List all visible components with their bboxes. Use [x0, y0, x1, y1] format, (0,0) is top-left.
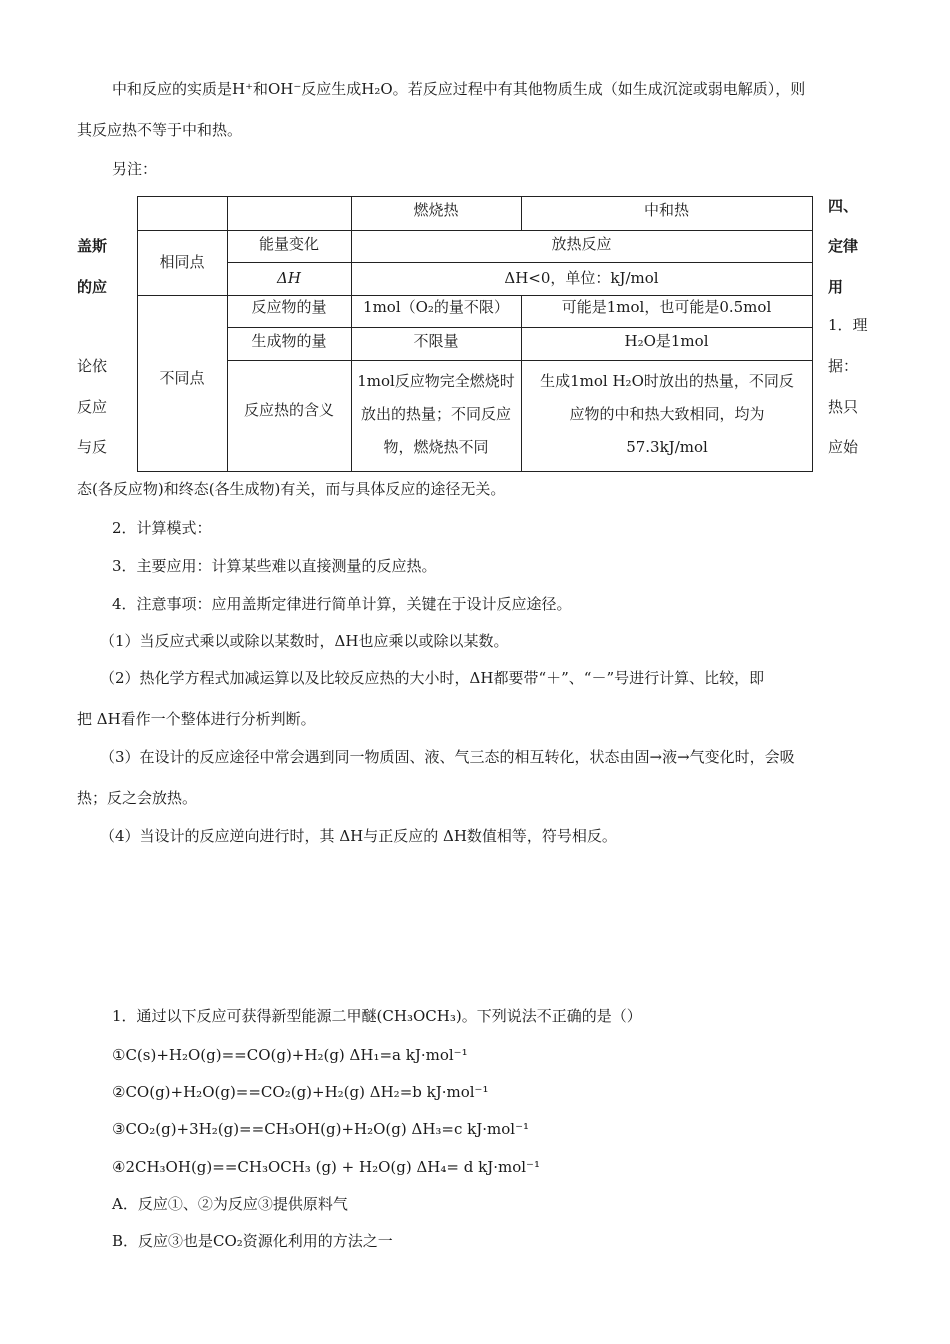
- row-reactant-amount-combustion: 1mol（O₂的量不限）: [363, 297, 509, 316]
- same-points-label: 相同点: [159, 253, 205, 271]
- intro-line-2: 其反应热不等于中和热。: [77, 121, 243, 139]
- note-label: 另注：: [112, 160, 158, 178]
- row-meaning-label: 反应热的含义: [243, 400, 334, 419]
- option-b: B．反应③也是CO₂资源化利用的方法之一: [112, 1232, 393, 1250]
- header-combustion-heat: 燃烧热: [413, 200, 459, 219]
- row-energy-change-label: 能量变化: [258, 234, 319, 253]
- after-table-line: 态(各反应物)和终态(各生成物)有关，而与具体反应的途径无关。: [77, 480, 506, 498]
- subpoint-2-line-2: 把 ΔH看作一个整体进行分析判断。: [77, 710, 316, 728]
- header-neutralization-heat: 中和热: [643, 200, 689, 219]
- intro-line-1: 中和反应的实质是H⁺和OH⁻反应生成H₂O。若反应过程中有其他物质生成（如生成沉淀或弱电解质），则: [112, 80, 806, 98]
- side-right-7: 应始: [828, 438, 859, 456]
- side-right-6: 热只: [828, 398, 859, 416]
- side-right-2: 定律: [828, 237, 859, 255]
- row-delta-h-value: ΔH<0，单位：kJ/mol: [504, 269, 659, 287]
- point-4: 4．注意事项：应用盖斯定律进行简单计算，关键在于设计反应途径。: [112, 595, 572, 613]
- row-product-amount-label: 生成物的量: [251, 331, 327, 350]
- row-delta-h-label: ΔH: [277, 269, 301, 287]
- reaction-4: ④2CH₃OH(g)==CH₃OCH₃ (g) + H₂O(g) ΔH₄= d kJ·mol⁻¹: [112, 1158, 540, 1176]
- diff-points-label: 不同点: [159, 369, 205, 387]
- side-right-4: 1．理: [828, 316, 868, 334]
- reaction-2: ②CO(g)+H₂O(g)==CO₂(g)+H₂(g) ΔH₂=b kJ·mol⁻¹: [112, 1083, 489, 1101]
- row-meaning-combustion: 1mol反应物完全燃烧时放出的热量；不同反应物，燃烧热不同: [357, 371, 515, 456]
- comparison-table: [137, 196, 813, 472]
- subpoint-4: （4）当设计的反应逆向进行时，其 ΔH与正反应的 ΔH数值相等，符号相反。: [100, 827, 617, 845]
- side-left-1: 盖斯: [77, 237, 108, 255]
- side-right-5: 据：: [828, 357, 859, 375]
- side-left-4: 反应: [77, 398, 108, 416]
- side-left-2: 的应: [77, 278, 108, 296]
- subpoint-2-line-1: （2）热化学方程式加减运算以及比较反应热的大小时，ΔH都要带“＋”、“－”号进行计算、比较，即: [100, 669, 765, 687]
- row-reactant-amount-label: 反应物的量: [251, 297, 327, 316]
- side-right-3: 用: [828, 278, 844, 296]
- row-reactant-amount-neutralization: 可能是1mol，也可能是0.5mol: [561, 297, 772, 316]
- row-product-amount-neutralization: H₂O是1mol: [624, 331, 709, 350]
- row-meaning-neutralization: 生成1mol H₂O时放出的热量，不同反应物的中和热大致相同，均为57.3kJ/mol: [540, 371, 794, 456]
- point-2: 2．计算模式：: [112, 519, 212, 537]
- side-left-5: 与反: [77, 438, 108, 456]
- subpoint-1: （1）当反应式乘以或除以某数时，ΔH也应乘以或除以某数。: [100, 632, 509, 650]
- question-stem: 1．通过以下反应可获得新型能源二甲醚(CH₃OCH₃)。下列说法不正确的是（）: [112, 1007, 642, 1025]
- row-product-amount-combustion: 不限量: [413, 331, 459, 350]
- option-a: A．反应①、②为反应③提供原料气: [112, 1195, 348, 1213]
- subpoint-3-line-2: 热；反之会放热。: [77, 789, 198, 807]
- reaction-1: ①C(s)+H₂O(g)==CO(g)+H₂(g) ΔH₁=a kJ·mol⁻¹: [112, 1046, 468, 1064]
- row-energy-change-value: 放热反应: [551, 234, 612, 253]
- point-3: 3．主要应用：计算某些难以直接测量的反应热。: [112, 557, 437, 575]
- side-left-3: 论依: [77, 357, 108, 375]
- subpoint-3-line-1: （3）在设计的反应途径中常会遇到同一物质固、液、气三态的相互转化，状态由固→液→气变化时，会吸: [100, 748, 795, 766]
- side-right-1: 四、: [828, 197, 859, 215]
- reaction-3: ③CO₂(g)+3H₂(g)==CH₃OH(g)+H₂O(g) ΔH₃=c kJ·mol⁻¹: [112, 1120, 529, 1138]
